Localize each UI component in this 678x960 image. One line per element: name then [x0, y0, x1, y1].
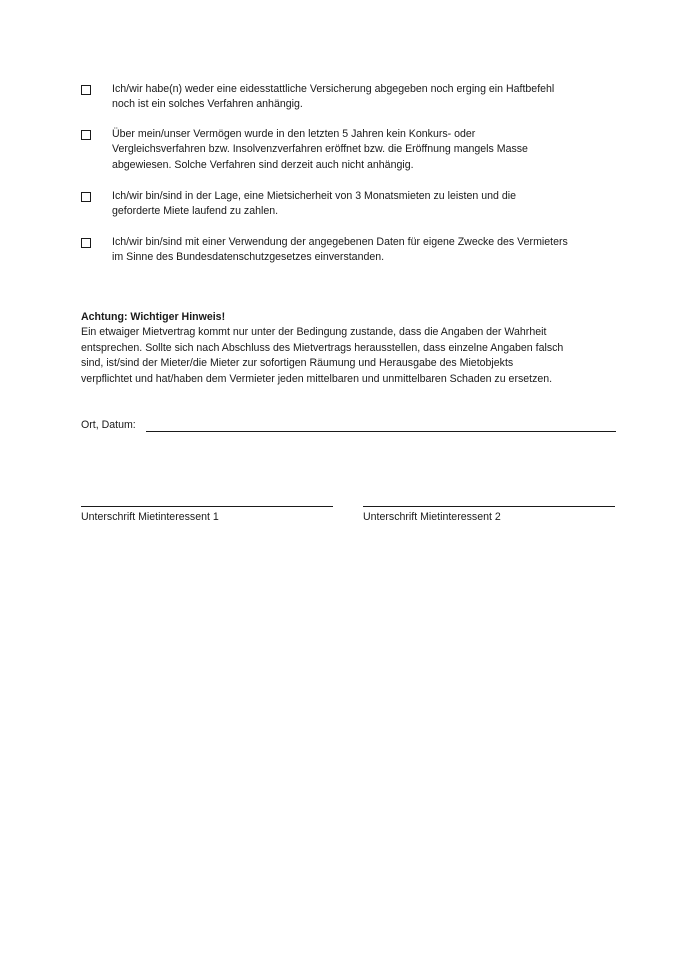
checkbox-security-deposit[interactable]: [81, 192, 91, 202]
notice-heading: Achtung: Wichtiger Hinweis!: [81, 311, 226, 323]
signature-line-1[interactable]: [81, 506, 333, 507]
checklist-item-text: Ich/wir bin/sind in der Lage, eine Mietsicherheit von 3 Monatsmieten zu leisten und die geforderte Miete laufend zu zahlen.: [112, 190, 516, 218]
signature-line-2[interactable]: [363, 506, 615, 507]
signature-label-2: Unterschrift Mietinteressent 2: [363, 511, 501, 523]
checklist-item-text: Ich/wir bin/sind mit einer Verwendung der angegebenen Daten für eigene Zwecke des Vermieters im Sinne des Bundesdatenschutzgesetzes einverstanden.: [112, 236, 568, 264]
place-date-input-line[interactable]: [146, 431, 616, 432]
notice-body: Ein etwaiger Mietvertrag kommt nur unter der Bedingung zustande, dass die Angaben der Wahrheit entsprechen. Sollte sich nach Abschluss des Mietvertrags herausstellen, dass einzelne Angaben falsch sind, ist/sind der Mieter/die Mieter zur sofortigen Räumung und Herausgabe des Mietobjekts verpflichtet und hat/haben dem Vermieter jeden mittelbaren und unmittelbaren Schaden zu ersetzen.: [81, 326, 564, 385]
place-date-label: Ort, Datum:: [81, 419, 136, 431]
signature-label-1: Unterschrift Mietinteressent 1: [81, 511, 219, 523]
checklist-item-text: Über mein/unser Vermögen wurde in den letzten 5 Jahren kein Konkurs- oder Vergleichsverfahren bzw. Insolvenzverfahren eröffnet bzw. die Eröffnung mangels Masse abgewiesen. Solche Verfahren sind derzeit auch nicht anhängig.: [112, 128, 528, 171]
checkbox-data-consent[interactable]: [81, 238, 91, 248]
important-notice: [81, 310, 621, 387]
place-date-field: [81, 418, 616, 434]
checkbox-no-insolvency[interactable]: [81, 130, 91, 140]
checklist-item-text: Ich/wir habe(n) weder eine eidesstattliche Versicherung abgegeben noch erging ein Haftbefehl noch ist ein solches Verfahren anhängig.: [112, 83, 555, 111]
checkbox-no-affidavit[interactable]: [81, 85, 91, 95]
